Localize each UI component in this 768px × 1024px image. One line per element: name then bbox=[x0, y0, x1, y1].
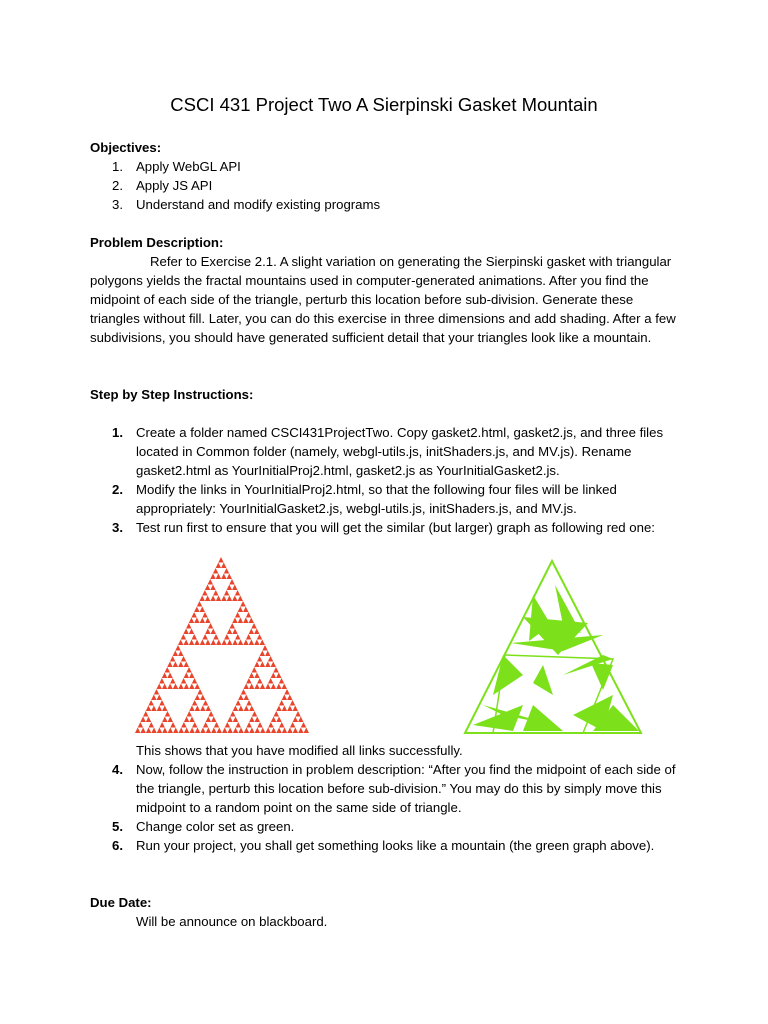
gasket-triangle bbox=[238, 618, 243, 624]
gasket-triangle bbox=[290, 700, 295, 706]
gasket-triangle bbox=[192, 678, 197, 684]
gasket-triangle bbox=[195, 706, 200, 712]
gasket-triangle bbox=[200, 640, 205, 646]
gasket-triangle bbox=[159, 700, 164, 706]
gasket-triangle bbox=[232, 618, 237, 624]
gasket-triangle bbox=[200, 596, 205, 602]
gasket-triangle bbox=[244, 706, 249, 712]
gasket-triangle bbox=[181, 656, 186, 662]
gasket-triangle bbox=[233, 706, 238, 712]
gasket-triangle bbox=[276, 717, 281, 723]
problem-text: Refer to Exercise 2.1. A slight variation on generating the Sierpinski gasket with triangular polygons yields the fractal mountains used in computer-generated animations. After you find the midpoint of each side of the triangle, perturb this location before sub-division. Generate these triangles without fill. Later, you can do this exercise in three dimensions and add shading. After a few subdivisions, you should have generated sufficient detail that your triangles look like a mountain. bbox=[90, 254, 676, 345]
objective-text: Apply JS API bbox=[136, 178, 213, 193]
step-item bbox=[112, 817, 682, 836]
gasket-triangle bbox=[151, 728, 156, 734]
gasket-triangle bbox=[287, 728, 292, 734]
gasket-triangle bbox=[252, 667, 257, 673]
gasket-triangle bbox=[178, 662, 183, 668]
gasket-triangle bbox=[282, 684, 287, 690]
gasket-triangle bbox=[138, 722, 143, 728]
gasket-triangle bbox=[170, 722, 175, 728]
step-text: Create a folder named CSCI431ProjectTwo. Copy gasket2.html, gasket2.js, and three files located in Common folder (namely, webgl-utils.js, initShaders.js, and MV.js). Rename gasket2.html as YourInitialProj2.html, gasket2.js as YourInitialGasket2.js. bbox=[136, 425, 664, 478]
gasket-triangle bbox=[244, 695, 249, 701]
gasket-triangle bbox=[232, 585, 237, 591]
gasket-triangle bbox=[189, 717, 194, 723]
step-number: 5. bbox=[112, 819, 123, 834]
gasket-triangle bbox=[181, 722, 186, 728]
gasket-triangle bbox=[301, 722, 306, 728]
gasket-triangle bbox=[162, 728, 167, 734]
gasket-triangle bbox=[260, 640, 265, 646]
gasket-triangle bbox=[279, 700, 284, 706]
gasket-triangle bbox=[189, 640, 194, 646]
gasket-triangle bbox=[184, 662, 189, 668]
objectives-heading: Objectives: bbox=[90, 140, 162, 155]
gasket-triangle bbox=[246, 634, 251, 640]
gasket-triangle bbox=[167, 662, 172, 668]
gasket-triangle bbox=[213, 590, 218, 596]
gasket-triangle bbox=[298, 717, 303, 723]
gasket-triangle bbox=[159, 722, 164, 728]
gasket-triangle bbox=[213, 568, 218, 574]
gasket-triangle bbox=[238, 728, 243, 734]
step-number: 3. bbox=[112, 520, 123, 535]
gasket-triangle bbox=[205, 640, 210, 646]
steps-list-first bbox=[112, 423, 682, 537]
gasket-triangle bbox=[186, 667, 191, 673]
gasket-triangle bbox=[184, 673, 189, 679]
gasket-triangle bbox=[238, 706, 243, 712]
red-sierpinski-gasket-figure bbox=[133, 555, 313, 735]
gasket-triangle bbox=[184, 684, 189, 690]
gasket-triangle bbox=[202, 612, 207, 618]
gasket-triangle bbox=[232, 596, 237, 602]
step-item bbox=[112, 480, 682, 518]
gasket-triangle bbox=[282, 706, 287, 712]
gasket-triangle bbox=[262, 645, 267, 651]
gasket-triangle bbox=[293, 728, 298, 734]
gasket-triangle bbox=[194, 607, 199, 613]
gasket-triangle bbox=[195, 728, 200, 734]
steps-heading: Step by Step Instructions: bbox=[90, 387, 254, 402]
step-item bbox=[112, 423, 682, 480]
gasket-triangle bbox=[268, 722, 273, 728]
gasket-triangle bbox=[290, 722, 295, 728]
step-item bbox=[112, 760, 682, 817]
gasket-triangle bbox=[279, 722, 284, 728]
gasket-triangle bbox=[279, 678, 284, 684]
gasket-triangle bbox=[255, 717, 260, 723]
gasket-triangle bbox=[265, 651, 270, 657]
gasket-triangle bbox=[159, 678, 164, 684]
gasket-triangle bbox=[254, 629, 259, 635]
gasket-triangle bbox=[230, 623, 235, 629]
gasket-triangle bbox=[170, 678, 175, 684]
gasket-triangle bbox=[274, 711, 279, 717]
gasket-triangle bbox=[157, 706, 162, 712]
gasket-triangle bbox=[211, 728, 216, 734]
gasket-triangle bbox=[246, 700, 251, 706]
gasket-triangle bbox=[230, 711, 235, 717]
gasket-triangle bbox=[192, 634, 197, 640]
gasket-triangle bbox=[240, 601, 245, 607]
gasket-triangle bbox=[157, 695, 162, 701]
step-number: 4. bbox=[112, 762, 123, 777]
gasket-triangle bbox=[205, 596, 210, 602]
gasket-triangle bbox=[249, 717, 254, 723]
gasket-triangle bbox=[238, 640, 243, 646]
gasket-triangle bbox=[200, 618, 205, 624]
gasket-triangle bbox=[178, 640, 183, 646]
gasket-triangle bbox=[168, 717, 173, 723]
gasket-triangle bbox=[271, 684, 276, 690]
gasket-triangle bbox=[143, 711, 148, 717]
gasket-triangle bbox=[224, 568, 229, 574]
gasket-triangle bbox=[210, 596, 215, 602]
gasket-triangle bbox=[197, 689, 202, 695]
gasket-triangle bbox=[276, 706, 281, 712]
gasket-triangle bbox=[146, 728, 151, 734]
gasket-triangle bbox=[276, 673, 281, 679]
gasket-triangle bbox=[271, 662, 276, 668]
gasket-triangle bbox=[167, 684, 172, 690]
gasket-triangle bbox=[148, 700, 153, 706]
objective-number: 2. bbox=[112, 178, 123, 193]
gasket-triangle bbox=[293, 706, 298, 712]
gasket-triangle bbox=[249, 640, 254, 646]
gasket-triangle bbox=[197, 601, 202, 607]
gasket-triangle bbox=[210, 574, 215, 580]
gasket-triangle bbox=[202, 634, 207, 640]
due-date-heading: Due Date: bbox=[90, 895, 152, 910]
gasket-triangle bbox=[178, 651, 183, 657]
gasket-triangle bbox=[186, 623, 191, 629]
gasket-triangle bbox=[293, 717, 298, 723]
gasket-triangle bbox=[179, 728, 184, 734]
gasket-triangle bbox=[227, 717, 232, 723]
gasket-triangle bbox=[208, 623, 213, 629]
gasket-triangle bbox=[146, 717, 151, 723]
gasket-triangle bbox=[217, 728, 222, 734]
gasket-triangle bbox=[157, 728, 162, 734]
gasket-triangle bbox=[214, 722, 219, 728]
gasket-triangle bbox=[243, 640, 248, 646]
gasket-triangle bbox=[211, 640, 216, 646]
gasket-triangle bbox=[229, 579, 234, 585]
step-number: 1. bbox=[112, 425, 123, 440]
gasket-triangle bbox=[276, 728, 281, 734]
gasket-triangle bbox=[254, 684, 259, 690]
gasket-triangle bbox=[260, 651, 265, 657]
gasket-triangle bbox=[295, 711, 300, 717]
gasket-triangle bbox=[216, 596, 221, 602]
gasket-triangle bbox=[184, 717, 189, 723]
gasket-triangle bbox=[266, 728, 271, 734]
gasket-triangle bbox=[243, 607, 248, 613]
gasket-triangle bbox=[194, 618, 199, 624]
gasket-triangle bbox=[195, 695, 200, 701]
gasket-triangle bbox=[236, 722, 241, 728]
gasket-triangle bbox=[146, 706, 151, 712]
gasket-triangle bbox=[260, 662, 265, 668]
step-text: Modify the links in YourInitialProj2.html, so that the following four files will be linked appropriately: YourInitialGasket2.js, webgl-utils.js, initShaders.js, and MV.js. bbox=[136, 482, 617, 516]
gasket-triangle bbox=[265, 662, 270, 668]
gasket-triangle bbox=[273, 667, 278, 673]
gasket-triangle bbox=[200, 706, 205, 712]
objective-number: 3. bbox=[112, 197, 123, 212]
green-mountain-figure bbox=[463, 555, 643, 737]
gasket-triangle bbox=[257, 656, 262, 662]
gasket-triangle bbox=[162, 673, 167, 679]
gasket-triangle bbox=[173, 684, 178, 690]
gasket-triangle bbox=[235, 612, 240, 618]
gasket-triangle bbox=[221, 574, 226, 580]
gasket-triangle bbox=[168, 728, 173, 734]
gasket-triangle bbox=[165, 711, 170, 717]
gasket-triangle bbox=[189, 684, 194, 690]
gasket-triangle bbox=[208, 579, 213, 585]
gasket-triangle bbox=[205, 618, 210, 624]
gasket-triangle bbox=[257, 678, 262, 684]
gasket-triangle bbox=[173, 728, 178, 734]
gasket-triangle bbox=[221, 563, 226, 569]
gasket-triangle bbox=[244, 684, 249, 690]
gasket-triangle bbox=[203, 722, 208, 728]
gasket-triangle bbox=[189, 673, 194, 679]
figure-caption: This shows that you have modified all links successfully. bbox=[136, 743, 463, 758]
gasket-triangle bbox=[260, 728, 265, 734]
gasket-triangle bbox=[218, 557, 223, 563]
gasket-triangle bbox=[189, 618, 194, 624]
gasket-triangle bbox=[200, 607, 205, 613]
gasket-triangle bbox=[154, 689, 159, 695]
gasket-triangle bbox=[157, 684, 162, 690]
step-number: 2. bbox=[112, 482, 123, 497]
step-number: 6. bbox=[112, 838, 123, 853]
mountain-shard bbox=[473, 705, 523, 731]
gasket-triangle bbox=[224, 634, 229, 640]
gasket-triangle bbox=[206, 706, 211, 712]
gasket-triangle bbox=[200, 728, 205, 734]
gasket-triangle bbox=[213, 634, 218, 640]
gasket-triangle bbox=[208, 711, 213, 717]
gasket-triangle bbox=[224, 590, 229, 596]
gasket-triangle bbox=[221, 596, 226, 602]
gasket-triangle bbox=[235, 590, 240, 596]
gasket-triangle bbox=[183, 629, 188, 635]
gasket-triangle bbox=[227, 629, 232, 635]
gasket-triangle bbox=[284, 689, 289, 695]
gasket-triangle bbox=[233, 717, 238, 723]
gasket-triangle bbox=[222, 728, 227, 734]
gasket-triangle bbox=[135, 728, 140, 734]
gasket-triangle bbox=[268, 656, 273, 662]
objective-item bbox=[112, 157, 380, 176]
gasket-triangle bbox=[151, 706, 156, 712]
gasket-triangle bbox=[162, 684, 167, 690]
gasket-triangle bbox=[183, 640, 188, 646]
gasket-triangle bbox=[257, 634, 262, 640]
due-date-text: Will be announce on blackboard. bbox=[136, 914, 328, 929]
gasket-triangle bbox=[254, 673, 259, 679]
gasket-triangle bbox=[195, 684, 200, 690]
gasket-triangle bbox=[271, 717, 276, 723]
gasket-triangle bbox=[232, 629, 237, 635]
gasket-triangle bbox=[200, 695, 205, 701]
objective-number: 1. bbox=[112, 159, 123, 174]
gasket-triangle bbox=[260, 684, 265, 690]
gasket-triangle bbox=[252, 711, 257, 717]
gasket-triangle bbox=[203, 700, 208, 706]
gasket-triangle bbox=[255, 728, 260, 734]
step-text: Test run first to ensure that you will get the similar (but larger) graph as following red one: bbox=[136, 520, 655, 535]
gasket-triangle bbox=[304, 728, 309, 734]
gasket-triangle bbox=[238, 596, 243, 602]
gasket-triangle bbox=[184, 728, 189, 734]
gasket-triangle bbox=[170, 656, 175, 662]
gasket-triangle bbox=[181, 634, 186, 640]
gasket-triangle bbox=[271, 673, 276, 679]
gasket-triangle bbox=[254, 662, 259, 668]
step-text: Now, follow the instruction in problem description: “After you find the midpoint of each side of the triangle, perturb this location before sub-division.” You may do this by simply move this midpoint to a random point on the same side of triangle. bbox=[136, 762, 676, 815]
gasket-triangle bbox=[211, 629, 216, 635]
gasket-triangle bbox=[149, 722, 154, 728]
gasket-triangle bbox=[167, 673, 172, 679]
gasket-triangle bbox=[205, 629, 210, 635]
gasket-triangle bbox=[233, 728, 238, 734]
gasket-triangle bbox=[194, 640, 199, 646]
gasket-triangle bbox=[276, 684, 281, 690]
gasket-triangle bbox=[175, 645, 180, 651]
mountain-shard bbox=[533, 665, 553, 695]
gasket-triangle bbox=[238, 695, 243, 701]
gasket-triangle bbox=[210, 585, 215, 591]
gasket-triangle bbox=[173, 662, 178, 668]
step-item bbox=[112, 518, 682, 537]
gasket-triangle bbox=[227, 574, 232, 580]
step-item bbox=[112, 836, 682, 855]
gasket-triangle bbox=[287, 706, 292, 712]
gasket-triangle bbox=[222, 640, 227, 646]
gasket-triangle bbox=[189, 629, 194, 635]
gasket-triangle bbox=[189, 728, 194, 734]
gasket-triangle bbox=[205, 585, 210, 591]
gasket-triangle bbox=[202, 590, 207, 596]
objective-item bbox=[112, 195, 380, 214]
gasket-triangle bbox=[249, 728, 254, 734]
gasket-triangle bbox=[246, 612, 251, 618]
problem-heading: Problem Description: bbox=[90, 235, 224, 250]
gasket-triangle bbox=[249, 684, 254, 690]
objectives-list bbox=[112, 157, 380, 214]
gasket-triangle bbox=[246, 722, 251, 728]
gasket-triangle bbox=[271, 728, 276, 734]
gasket-triangle bbox=[238, 607, 243, 613]
gasket-triangle bbox=[140, 728, 145, 734]
gasket-triangle bbox=[191, 612, 196, 618]
gasket-triangle bbox=[206, 728, 211, 734]
gasket-triangle bbox=[251, 623, 256, 629]
gasket-triangle bbox=[165, 667, 170, 673]
gasket-triangle bbox=[206, 717, 211, 723]
gasket-triangle bbox=[246, 678, 251, 684]
gasket-triangle bbox=[249, 673, 254, 679]
gasket-triangle bbox=[227, 728, 232, 734]
step-text: Run your project, you shall get something looks like a mountain (the green graph above). bbox=[136, 838, 655, 853]
gasket-triangle bbox=[216, 574, 221, 580]
gasket-triangle bbox=[265, 684, 270, 690]
gasket-triangle bbox=[235, 700, 240, 706]
objective-item bbox=[112, 176, 380, 195]
gasket-triangle bbox=[216, 640, 221, 646]
gasket-triangle bbox=[243, 618, 248, 624]
gasket-triangle bbox=[287, 695, 292, 701]
gasket-triangle bbox=[192, 700, 197, 706]
mountain-triangles bbox=[465, 561, 641, 733]
gasket-triangle bbox=[282, 695, 287, 701]
gasket-triangle bbox=[249, 706, 254, 712]
sierpinski-triangles bbox=[135, 557, 309, 733]
gasket-triangle bbox=[249, 629, 254, 635]
gasket-triangle bbox=[244, 728, 249, 734]
gasket-triangle bbox=[232, 640, 237, 646]
gasket-triangle bbox=[227, 596, 232, 602]
objective-text: Apply WebGL API bbox=[136, 159, 241, 174]
gasket-triangle bbox=[173, 651, 178, 657]
gasket-triangle bbox=[216, 563, 221, 569]
gasket-triangle bbox=[282, 728, 287, 734]
gasket-triangle bbox=[178, 684, 183, 690]
gasket-triangle bbox=[227, 640, 232, 646]
document-title: CSCI 431 Project Two A Sierpinski Gasket Mountain bbox=[170, 94, 598, 115]
gasket-triangle bbox=[187, 711, 192, 717]
gasket-triangle bbox=[249, 618, 254, 624]
gasket-triangle bbox=[241, 689, 246, 695]
gasket-triangle bbox=[162, 706, 167, 712]
gasket-triangle bbox=[257, 722, 262, 728]
gasket-triangle bbox=[181, 678, 186, 684]
gasket-triangle bbox=[298, 728, 303, 734]
gasket-triangle bbox=[162, 717, 167, 723]
gasket-triangle bbox=[140, 717, 145, 723]
gasket-triangle bbox=[254, 640, 259, 646]
step-text: Change color set as green. bbox=[136, 819, 295, 834]
steps-list-rest bbox=[112, 760, 682, 855]
gasket-triangle bbox=[235, 634, 240, 640]
mountain-shard bbox=[523, 705, 563, 731]
objective-text: Understand and modify existing programs bbox=[136, 197, 381, 212]
mountain-shard bbox=[493, 655, 523, 695]
gasket-triangle bbox=[268, 678, 273, 684]
gasket-triangle bbox=[211, 717, 216, 723]
gasket-triangle bbox=[192, 722, 197, 728]
gasket-triangle bbox=[225, 722, 230, 728]
gasket-triangle bbox=[227, 585, 232, 591]
gasket-triangle bbox=[189, 706, 194, 712]
gasket-triangle bbox=[151, 695, 156, 701]
